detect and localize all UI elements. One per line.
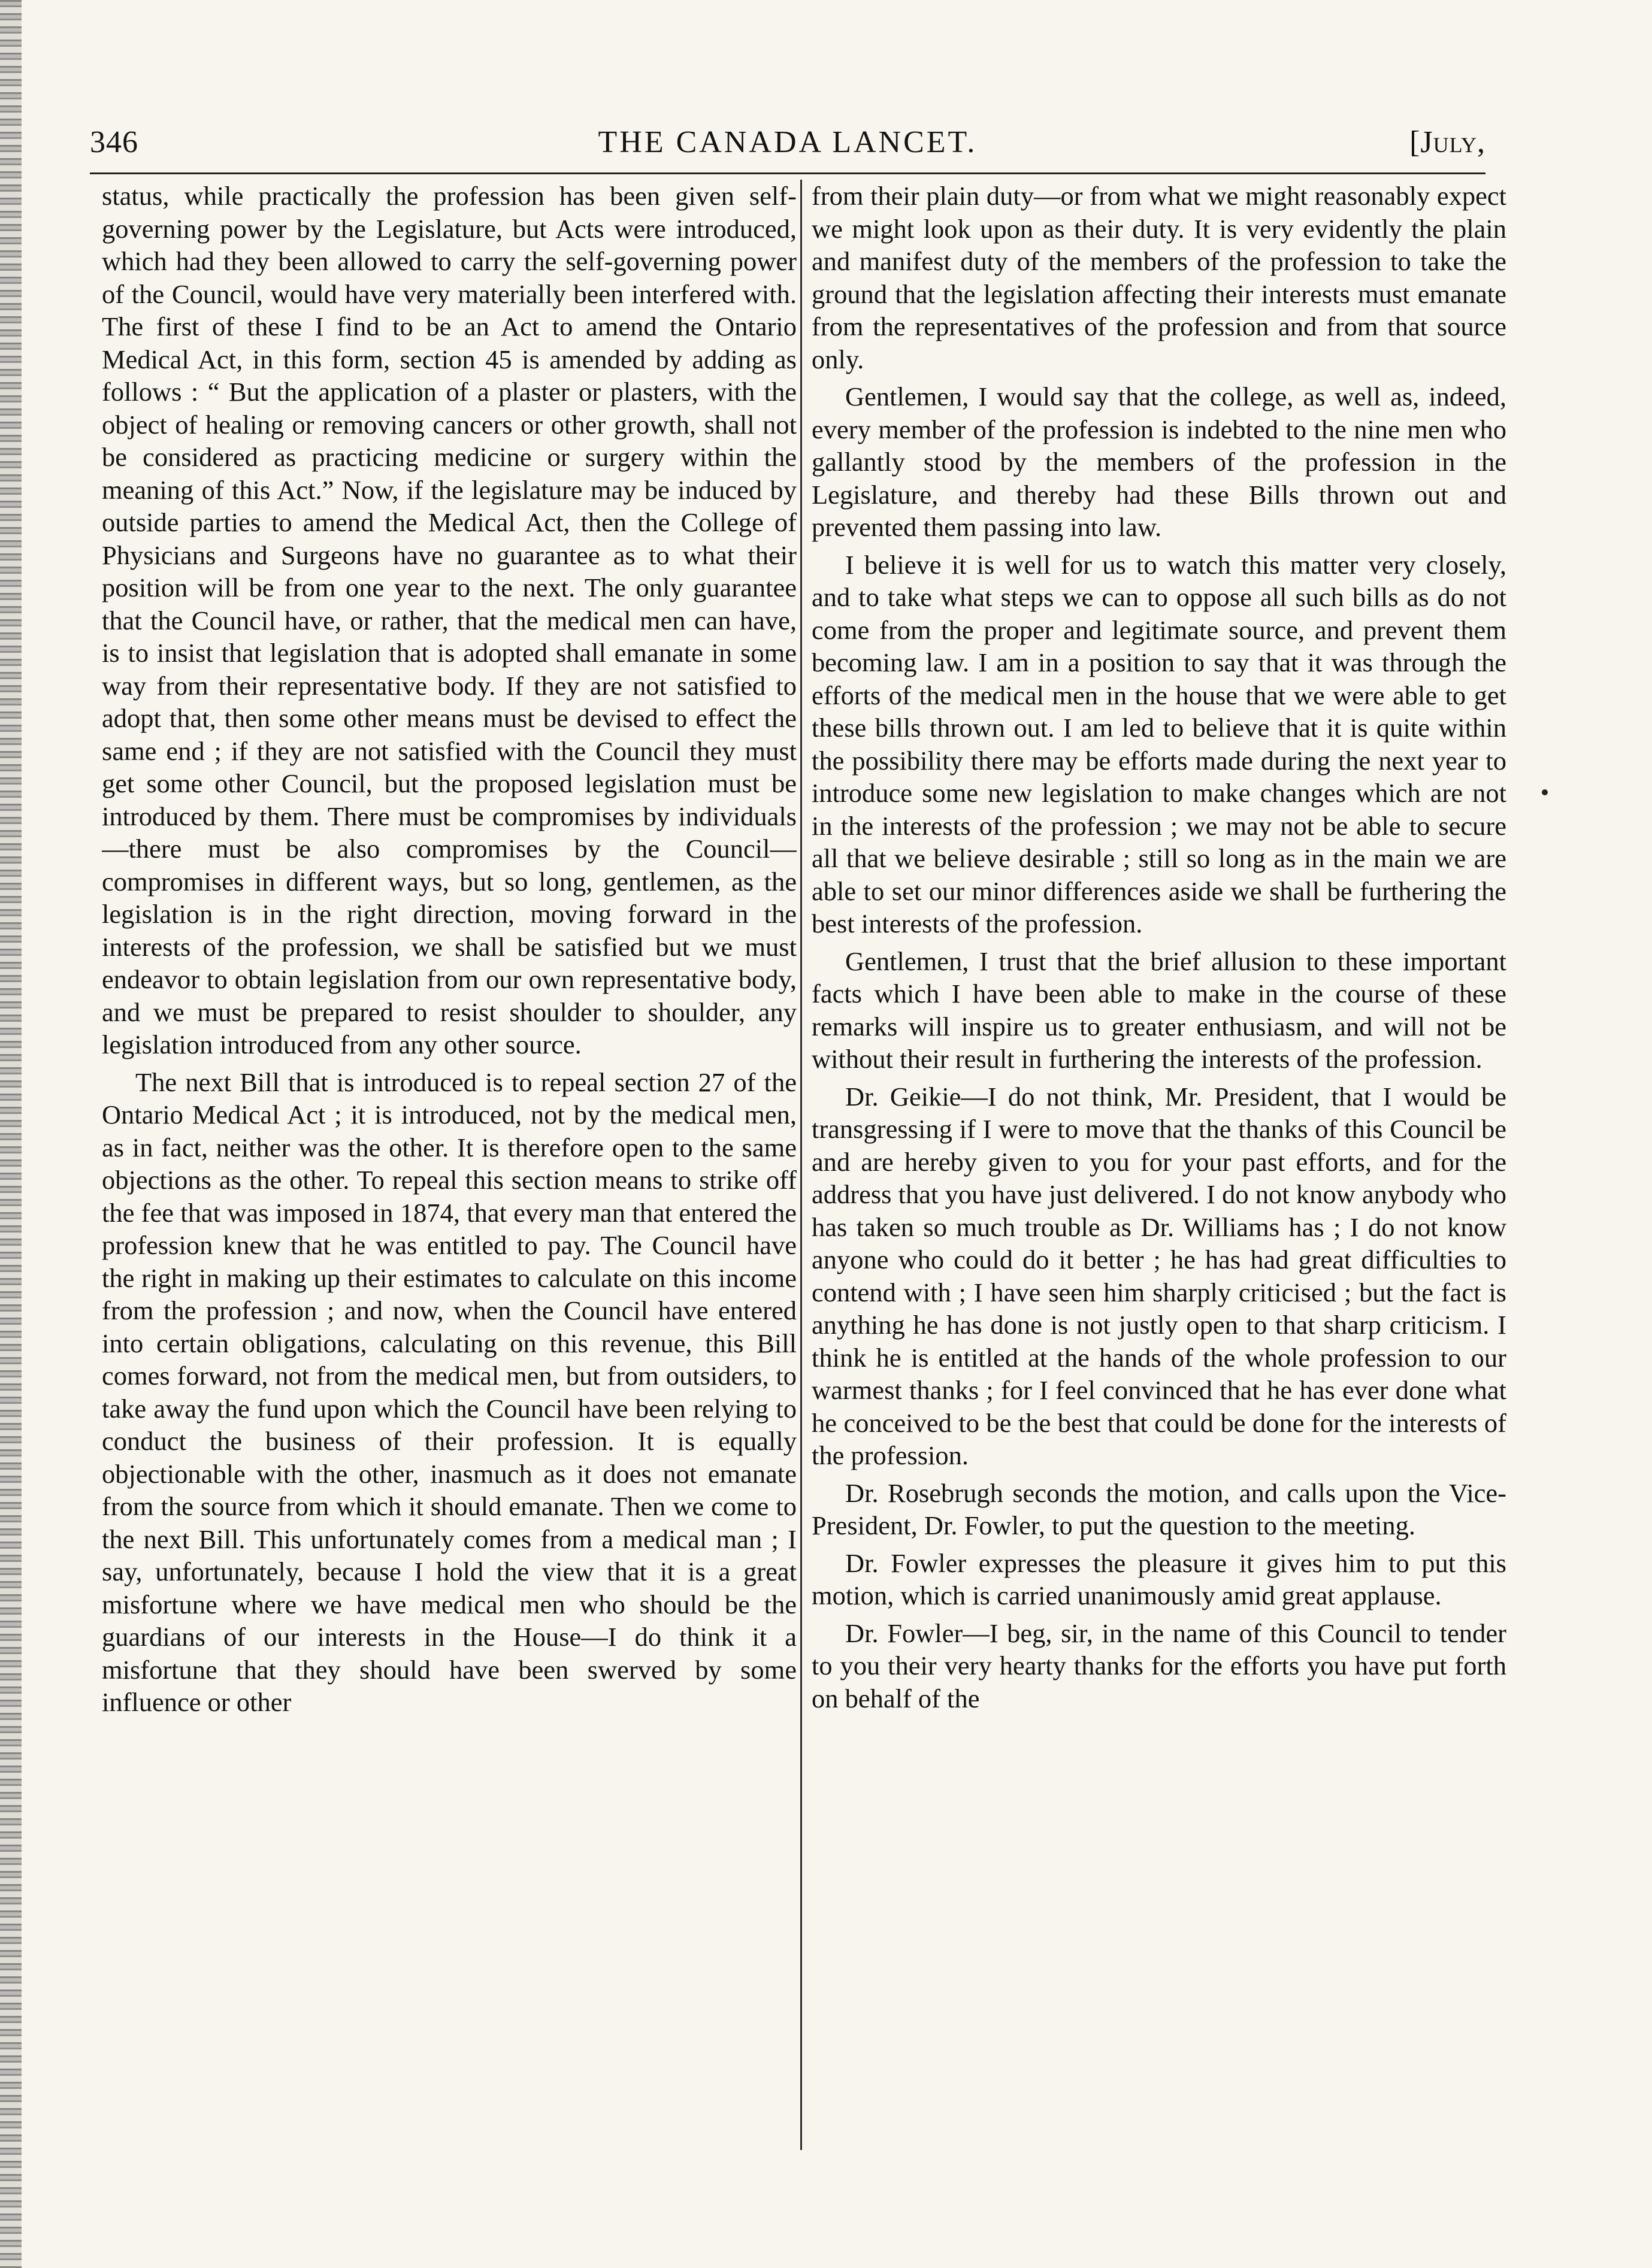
paragraph: Dr. Fowler—I beg, sir, in the name of this Council to tender to you their very hearty thanks for the efforts you have put forth on behalf of the bbox=[812, 1618, 1506, 1713]
page-number: 346 bbox=[90, 125, 138, 159]
binding-edge bbox=[0, 0, 22, 2268]
journal-title: THE CANADA LANCET. bbox=[598, 125, 978, 159]
margin-mark bbox=[1542, 789, 1548, 795]
left-column bbox=[102, 180, 797, 2150]
paragraph: The next Bill that is introduced is to repeal section 27 of the Ontario Medical Act ; it is introduced, not by the medical men, as in fact, neither was the other. It is therefore open to the same objections as the other. To repeal this section means to strike off the fee that was imposed in 1874, that every man that entered the profession knew that he was entitled to pay. The Council have the right in making up their estimates to calculate on this income from the profession ; and now, when the Council have entered into certain obligations, calculating on this revenue, this Bill comes forward, not from the medical men, but from outsiders, to take away the fund upon which the Council have been relying to conduct the business of their profession. It is equally objectionable with the other, inasmuch as it does not emanate from the source from which it should emanate. Then we come to the next Bill. This unfortunately comes from a medical man ; I say, unfortunately, because I hold the view that it is a great misfortune where we have medical men who should be the guardians of our interests in the House—I do think it a misfortune that they should have been swerved by some influence or other bbox=[102, 1067, 797, 1717]
paragraph: from their plain duty—or from what we might reasonably expect we might look upon as their duty. It is very evidently the plain and manifest duty of the members of the profession to take the ground that the legislation affecting their interests must emanate from the representatives of the profession and from that source only. bbox=[812, 181, 1506, 374]
paragraph: Gentlemen, I would say that the college, as well as, indeed, every member of the profession is indebted to the nine men who gallantly stood by the members of the profession in the Legislature, and thereby had these Bills thrown out and prevented them passing into law. bbox=[812, 381, 1506, 542]
paragraph: I believe it is well for us to watch this matter very closely, and to take what steps we can to oppose all such bills as do not come from the proper and legitimate source, and prevent them becoming law. I am in a position to say that it was through the efforts of the medical men in the house that we were able to get these bills thrown out. I am led to believe that it is quite within the possibility there may be efforts made during the next year to introduce some new legislation to make changes which are not in the interests of the profession ; we may not be able to secure all that we believe desirable ; still so long as in the main we are able to set our minor differences aside we shall be furthering the best interests of the profession. bbox=[812, 549, 1506, 938]
paragraph: Dr. Fowler expresses the pleasure it gives him to put this motion, which is carried unanimously amid great applause. bbox=[812, 1548, 1506, 1610]
paragraph: Dr. Rosebrugh seconds the motion, and calls upon the Vice-President, Dr. Fowler, to put the question to the meeting. bbox=[812, 1477, 1506, 1540]
month-label: [July, bbox=[1409, 125, 1485, 159]
paragraph: status, while practically the profession has been given self-governing power by the Legislature, but Acts were introduced, which had they been allowed to carry the self-governing power of the Council, would have very materially been interfered with. The first of these I find to be an Act to amend the Ontario Medical Act, in this form, section 45 is amended by adding as follows : “ But the application of a plaster or plasters, with the object of healing or removing cancers or other growth, shall not be considered as practicing medicine or surgery within the meaning of this Act.” Now, if the legislature may be induced by outside parties to amend the Medical Act, then the College of Physicians and Surgeons have no guarantee as to what their position will be from one year to the next. The only guarantee that the Council have, or rather, that the medical men can have, is to insist that legislation that is adopted shall emanate in some way from their representative body. If they are not satisfied to adopt that, then some other means must be devised to effect the same end ; if they are not satisfied with the Council they must get some other Council, but the proposed legislation must be introduced by them. There must be compromises by individuals—there must be also compromises by the Council—compromises in different ways, but so long, gentlemen, as the legislation is in the right direction, moving forward in the interests of the profession, we shall be satisfied but we must endeavor to obtain legislation from our own representative body, and we must be prepared to resist shoulder to shoulder, any legislation introduced from any other source. bbox=[102, 181, 797, 1059]
column-divider bbox=[800, 180, 802, 2150]
paragraph: Dr. Geikie—I do not think, Mr. President, that I would be transgressing if I were to move that the thanks of this Council be and are hereby given to you for your past efforts, and for the address that you have just delivered. I do not know anybody who has taken so much trouble as Dr. Williams has ; I do not know anyone who could do it better ; he has had great difficulties to contend with ; I have seen him sharply criticised ; but the fact is anything he has done is not justly open to that sharp criticism. I think he is entitled at the hands of the whole profession to our warmest thanks ; for I feel convinced that he has ever done what he conceived to be the best that could be done for the interests of the profession. bbox=[812, 1081, 1506, 1470]
header-rule bbox=[90, 172, 1485, 174]
paragraph: Gentlemen, I trust that the brief allusion to these important facts which I have been able to make in the course of these remarks will inspire us to greater enthusiasm, and will not be without their result in furthering the interests of the profession. bbox=[812, 946, 1506, 1074]
running-header bbox=[90, 120, 1485, 168]
right-column bbox=[812, 180, 1506, 2150]
